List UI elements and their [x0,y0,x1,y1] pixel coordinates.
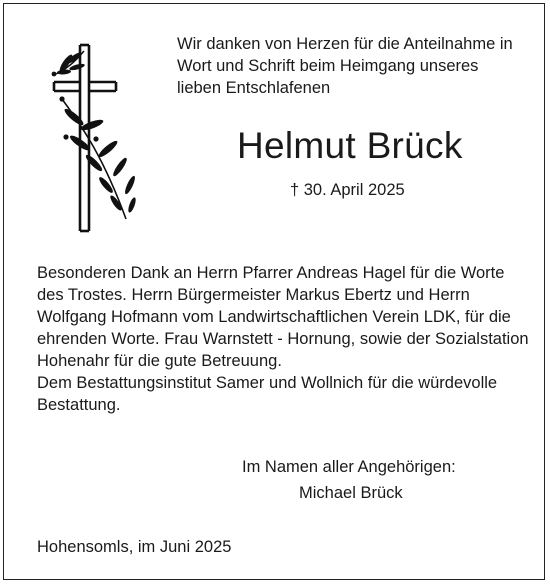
thanks-line: Dem Bestattungsinstitut Samer und Wollnich für die würdevolle [37,374,498,392]
thanks-text [37,262,529,416]
intro-line: lieben Entschlafenen [177,79,331,97]
thanks-line: des Trostes. Herrn Bürgermeister Markus Ebertz und Herrn [37,286,470,304]
signer-name: Michael Brück [299,484,403,502]
signoff-text: Im Namen aller Angehörigen: [242,458,456,476]
intro-line: Wort und Schrift beim Heimgang unseres [177,57,479,75]
intro-line: Wir danken von Herzen für die Anteilnahme in [177,35,513,53]
cross-with-olive-branch-icon [44,39,156,234]
intro-text [177,33,513,99]
thanks-line: Wolfgang Hofmann vom Landwirtschaftlichen Verein LDK, für die [37,308,511,326]
thanks-line: Bestattung. [37,396,121,414]
thanks-line: ehrenden Worte. Frau Warnstett - Hornung, sowie der Sozialstation [37,330,529,348]
place-date: Hohensomls, im Juni 2025 [37,538,232,556]
deceased-name: Helmut Brück [237,125,463,166]
thanks-line: Hohenahr für die gute Betreuung. [37,352,282,370]
obituary-notice [3,3,545,580]
thanks-line: Besonderen Dank an Herrn Pfarrer Andreas Hagel für die Worte [37,264,505,282]
death-date: † 30. April 2025 [290,181,405,199]
